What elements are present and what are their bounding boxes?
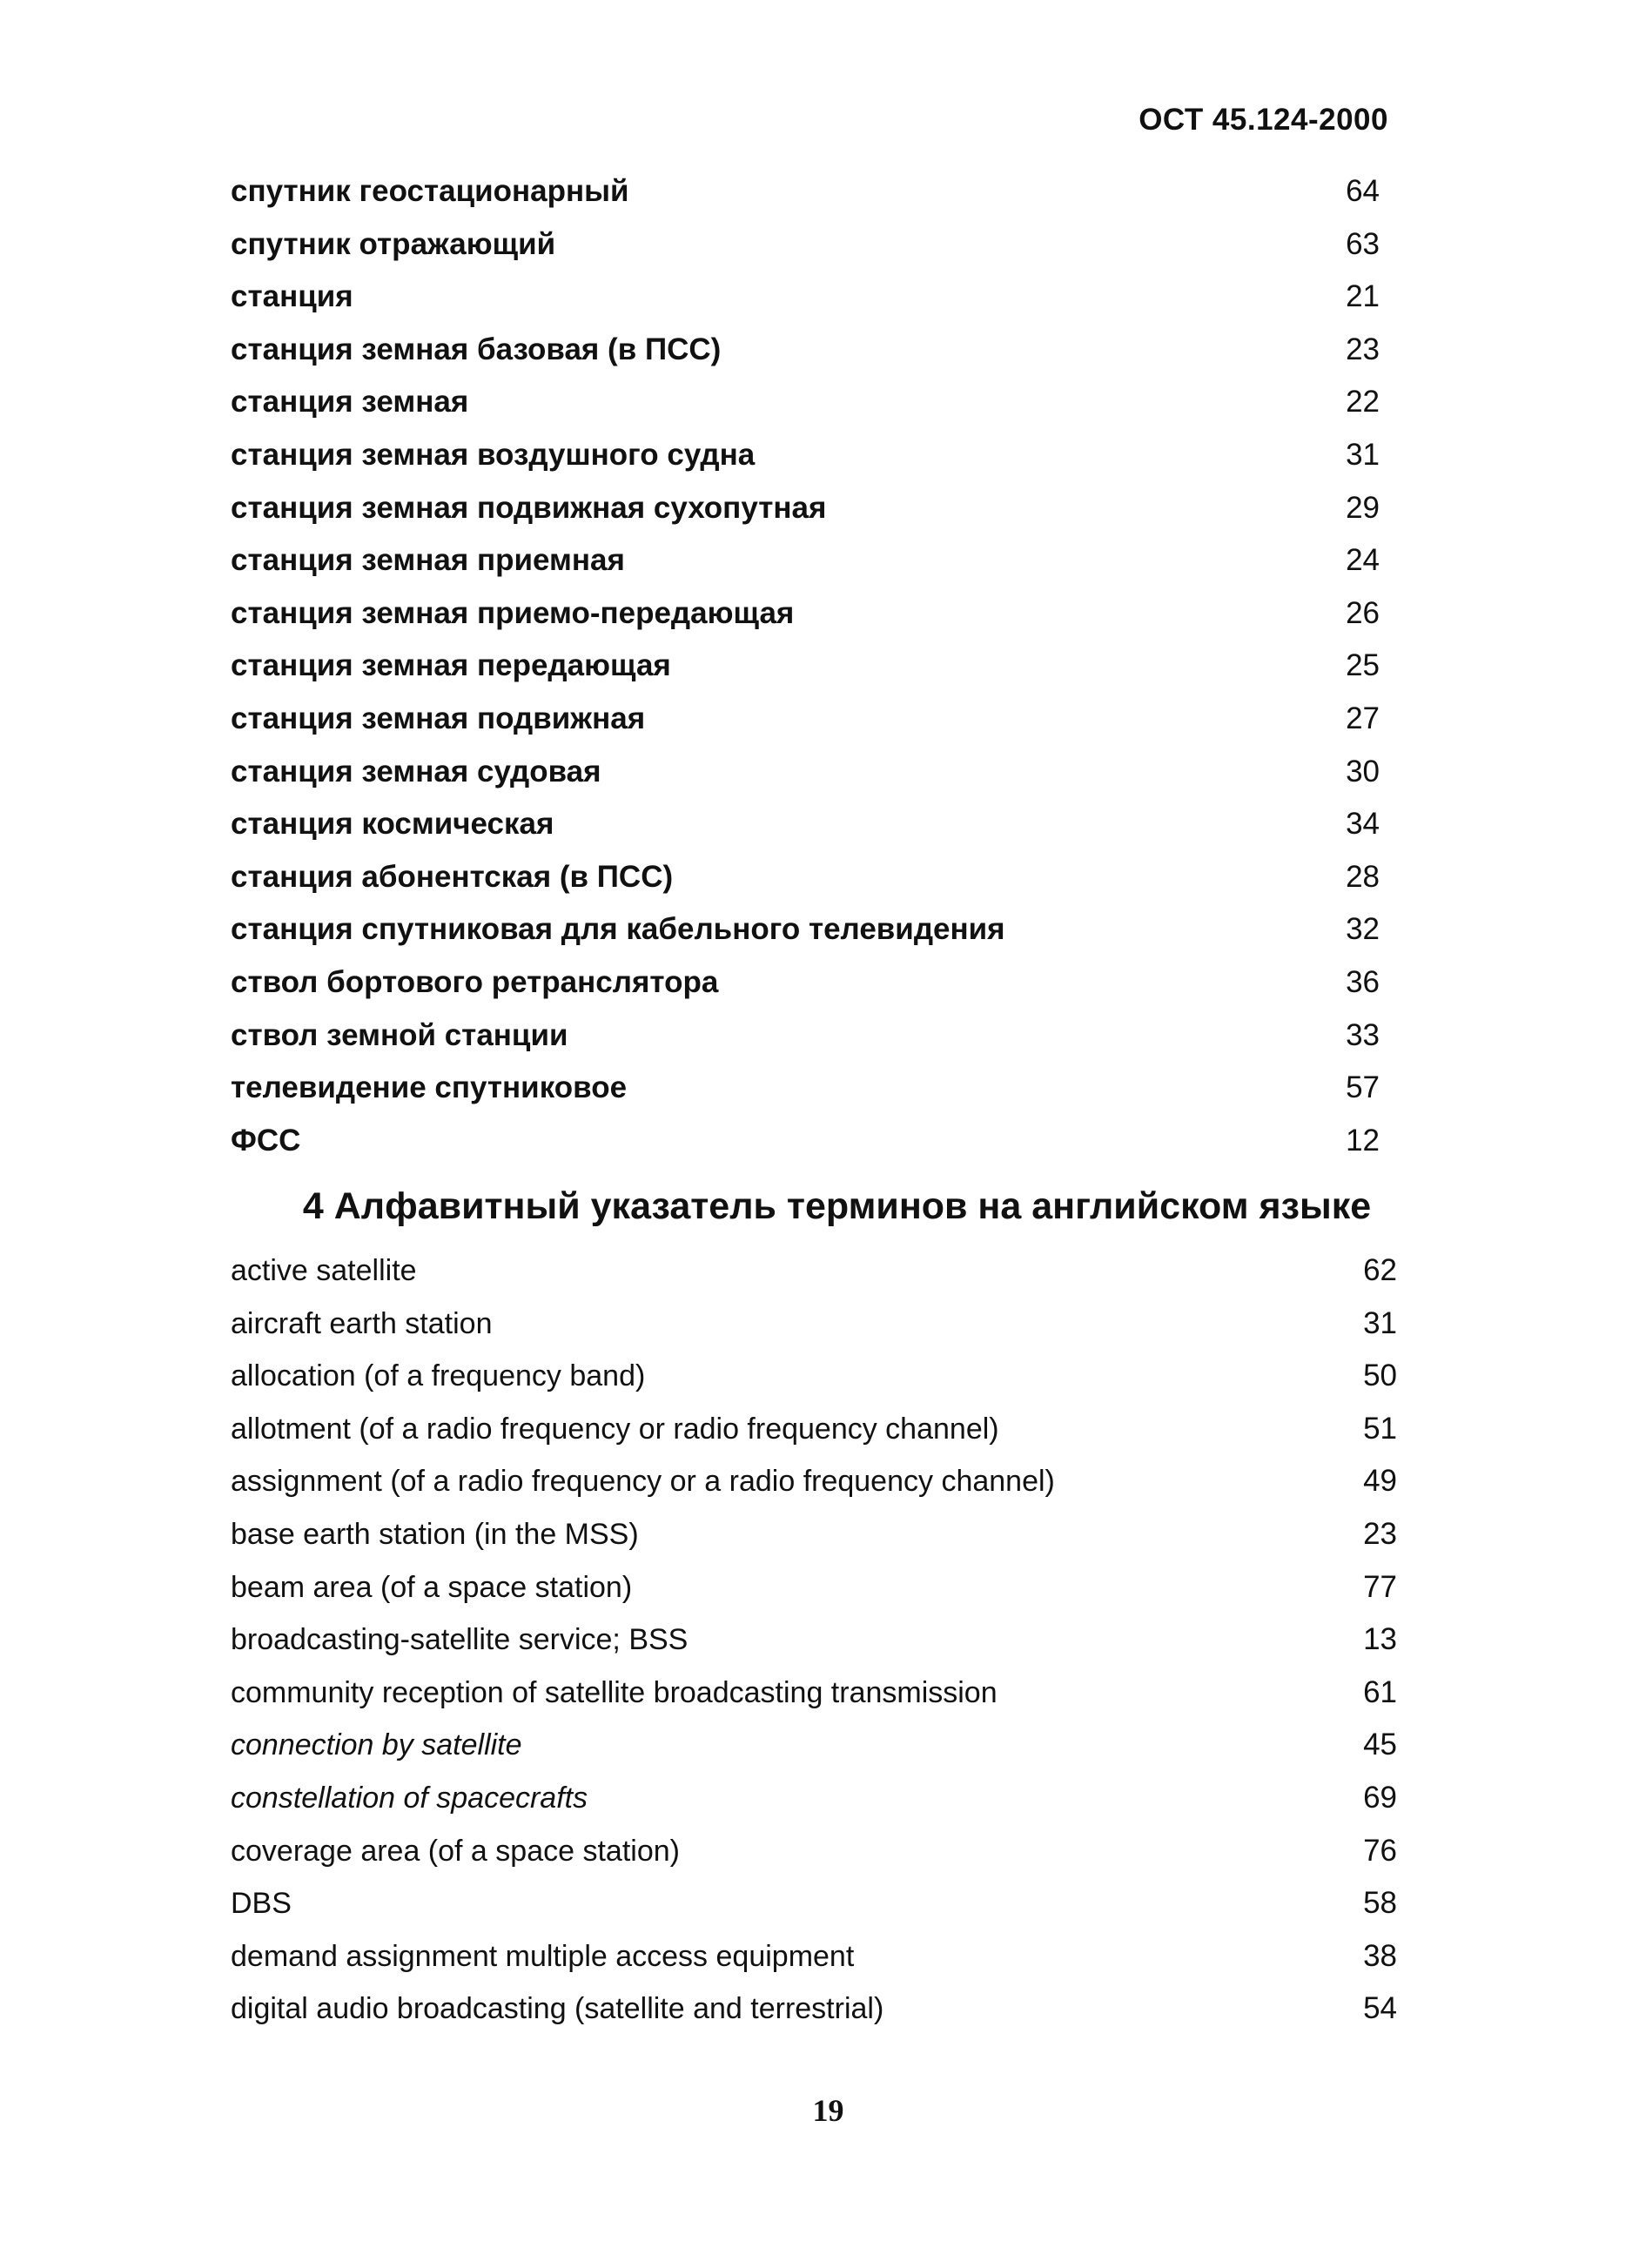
index-term: allotment (of a radio frequency or radio frequency channel) — [231, 1412, 999, 1446]
index-entry — [231, 165, 1380, 218]
index-term: community reception of satellite broadcasting transmission — [231, 1675, 998, 1709]
index-term-number: 51 — [1363, 1411, 1397, 1446]
index-term: станция земная приемная — [231, 543, 625, 578]
index-term-number: 29 — [1346, 490, 1380, 525]
index-entry — [231, 482, 1380, 535]
index-entry — [231, 1877, 1397, 1930]
index-term: станция земная передающая — [231, 648, 671, 683]
index-entry — [231, 1403, 1397, 1456]
index-entry — [231, 1062, 1380, 1115]
index-term-number: 32 — [1346, 912, 1380, 947]
index-term-number: 30 — [1346, 754, 1380, 788]
index-term-number: 54 — [1363, 1991, 1397, 2026]
section-title: 4 Алфавитный указатель терминов на английском языке — [302, 1185, 1372, 1227]
index-term-number: 38 — [1363, 1938, 1397, 1973]
index-term-number: 24 — [1346, 543, 1380, 578]
index-term-number: 21 — [1346, 279, 1380, 314]
index-term: coverage area (of a space station) — [231, 1834, 680, 1868]
index-term: aircraft earth station — [231, 1306, 493, 1340]
index-term-number: 34 — [1346, 807, 1380, 842]
index-term: demand assignment multiple access equipment — [231, 1939, 855, 1973]
index-entry — [231, 640, 1380, 693]
index-entry — [231, 851, 1380, 904]
index-term: спутник геостационарный — [231, 174, 629, 208]
index-term: constellation of spacecrafts — [231, 1781, 588, 1815]
index-term: ФСС — [231, 1123, 301, 1157]
english-term-index — [231, 1245, 1397, 2036]
index-entry — [231, 1614, 1397, 1667]
document-code: ОСТ 45.124-2000 — [1139, 103, 1388, 137]
index-entry — [231, 1508, 1397, 1561]
index-term: assignment (of a radio frequency or a radio frequency channel) — [231, 1465, 1055, 1499]
index-entry — [231, 693, 1380, 746]
index-entry — [231, 324, 1380, 377]
index-term: спутник отражающий — [231, 226, 556, 261]
index-term-number: 50 — [1363, 1359, 1397, 1393]
index-term-number: 12 — [1346, 1123, 1380, 1157]
index-entry — [231, 956, 1380, 1010]
index-term-number: 23 — [1346, 332, 1380, 366]
index-term: broadcasting-satellite service; BSS — [231, 1623, 689, 1657]
index-term: станция земная судовая — [231, 754, 601, 788]
index-term: allocation (of a frequency band) — [231, 1359, 646, 1393]
index-entry — [231, 1115, 1380, 1168]
index-term-number: 77 — [1363, 1569, 1397, 1604]
index-term-number: 62 — [1363, 1253, 1397, 1287]
index-entry — [231, 376, 1380, 429]
index-term: станция земная подвижная сухопутная — [231, 490, 827, 525]
index-term-number: 26 — [1346, 595, 1380, 630]
index-term: станция земная приемо-передающая — [231, 595, 795, 630]
index-entry — [231, 587, 1380, 641]
index-term: beam area (of a space station) — [231, 1570, 633, 1604]
index-entry — [231, 1455, 1397, 1508]
index-entry — [231, 798, 1380, 851]
index-term-number: 31 — [1363, 1305, 1397, 1340]
index-entry — [231, 534, 1380, 587]
index-entry — [231, 1772, 1397, 1825]
index-entry — [231, 1350, 1397, 1403]
index-term: станция спутниковая для кабельного телевидения — [231, 912, 1005, 947]
index-entry — [231, 1930, 1397, 1983]
index-entry — [231, 1983, 1397, 2036]
index-term-number: 31 — [1346, 437, 1380, 472]
index-term: active satellite — [231, 1254, 417, 1287]
index-term-number: 28 — [1346, 859, 1380, 894]
index-term: станция — [231, 279, 353, 314]
index-entry — [231, 1245, 1397, 1298]
index-term: base earth station (in the MSS) — [231, 1517, 639, 1551]
index-term-number: 57 — [1346, 1070, 1380, 1105]
index-term-number: 23 — [1363, 1516, 1397, 1551]
index-entry — [231, 429, 1380, 482]
index-term-number: 63 — [1346, 226, 1380, 261]
index-term-number: 13 — [1363, 1622, 1397, 1657]
index-term: станция земная — [231, 385, 469, 419]
index-term: станция космическая — [231, 807, 554, 842]
index-term-number: 25 — [1346, 648, 1380, 683]
index-term: digital audio broadcasting (satellite and terrestrial) — [231, 1992, 884, 2026]
index-term: станция земная воздушного судна — [231, 437, 756, 472]
index-entry — [231, 218, 1380, 272]
index-entry — [231, 1719, 1397, 1772]
index-entry — [231, 1010, 1380, 1063]
index-term-number: 22 — [1346, 385, 1380, 419]
index-term: станция земная подвижная — [231, 701, 646, 735]
page-number: 19 — [812, 2093, 844, 2128]
index-term-number: 69 — [1363, 1780, 1397, 1815]
index-term-number: 64 — [1346, 174, 1380, 208]
index-term-number: 36 — [1346, 964, 1380, 999]
index-term-number: 76 — [1363, 1833, 1397, 1868]
index-term: телевидение спутниковое — [231, 1070, 628, 1105]
index-entry — [231, 1561, 1397, 1614]
index-term: станция земная базовая (в ПСС) — [231, 332, 722, 366]
index-term: ствол земной станции — [231, 1017, 568, 1052]
index-entry — [231, 746, 1380, 799]
index-term-number: 58 — [1363, 1886, 1397, 1921]
index-term: станция абонентская (в ПСС) — [231, 859, 674, 894]
index-term: connection by satellite — [231, 1728, 522, 1762]
index-entry — [231, 271, 1380, 324]
index-term-number: 49 — [1363, 1464, 1397, 1499]
russian-term-index — [231, 165, 1380, 1167]
index-term-number: 45 — [1363, 1728, 1397, 1762]
index-term-number: 27 — [1346, 701, 1380, 735]
index-term-number: 61 — [1363, 1674, 1397, 1709]
index-term-number: 33 — [1346, 1017, 1380, 1052]
index-entry — [231, 1825, 1397, 1878]
index-entry — [231, 1298, 1397, 1351]
index-entry — [231, 903, 1380, 956]
index-entry — [231, 1667, 1397, 1720]
index-term: ствол бортового ретранслятора — [231, 964, 719, 999]
index-term: DBS — [231, 1887, 292, 1921]
